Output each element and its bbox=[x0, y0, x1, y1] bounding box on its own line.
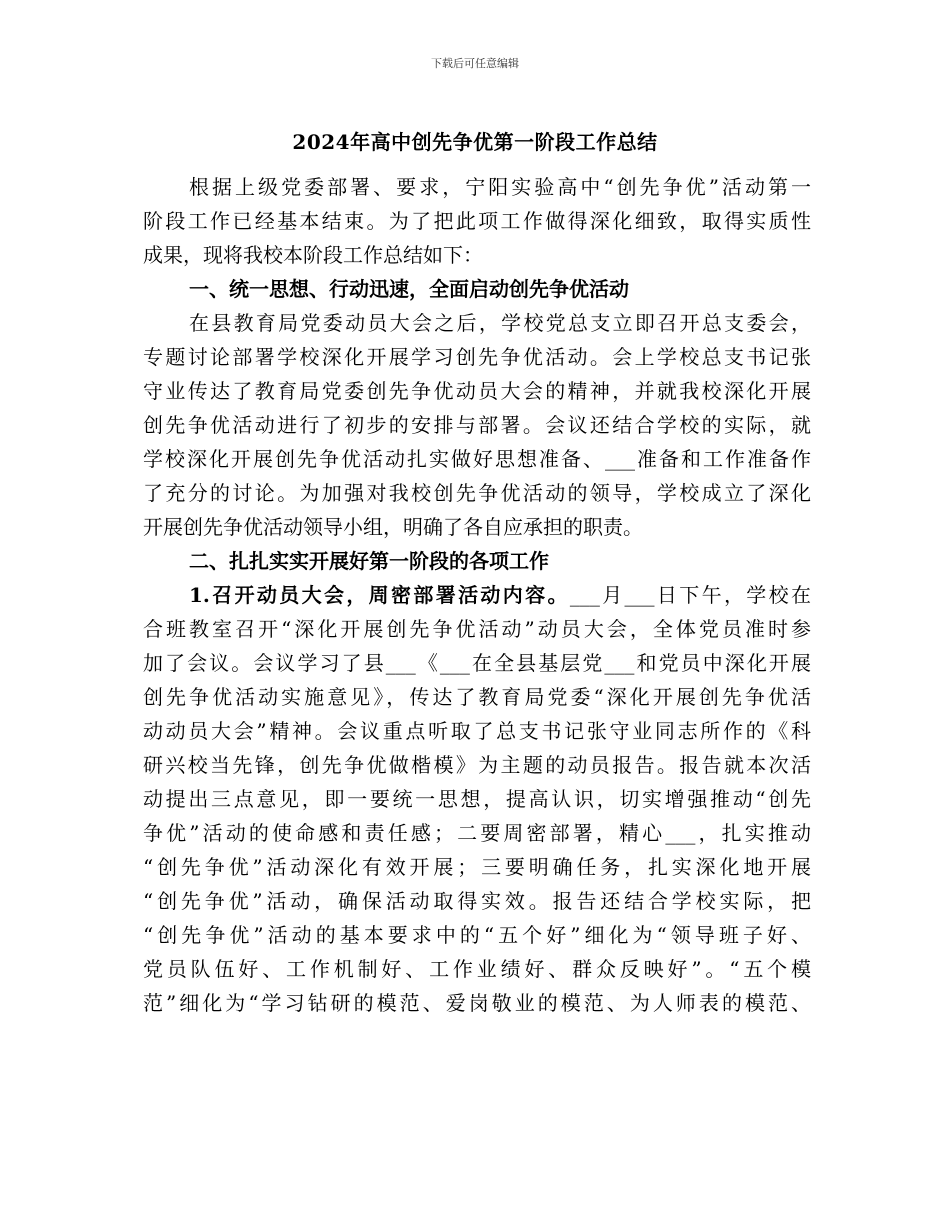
paragraph-3-line: 动动员大会”精神。会议重点听取了总支书记张守业同志所作的《科 bbox=[143, 719, 811, 743]
paragraph-3-line: 创先争优活动实施意见》，传达了教育局党委“深化开展创先争优活 bbox=[143, 685, 811, 709]
paragraph-3-line: 范”细化为“学习钻研的模范、爱岗敬业的模范、为人师表的模范、 bbox=[143, 991, 811, 1015]
document-body bbox=[143, 170, 811, 1020]
paragraph-1-line: 阶段工作已经基本结束。为了把此项工作做得深化细致，取得实质性 bbox=[143, 209, 811, 233]
paragraph-2-line: 开展创先争优活动领导小组，明确了各自应承担的职责。 bbox=[143, 515, 643, 539]
subsection-heading: 1.召开动员大会，周密部署活动内容。 bbox=[189, 583, 570, 607]
paragraph-3-line: 研兴校当先锋，创先争优做楷模》为主题的动员报告。报告就本次活 bbox=[143, 753, 811, 777]
paragraph-2-line: 创先争优活动进行了初步的安排与部署。会议还结合学校的实际，就 bbox=[143, 413, 811, 437]
document-title: 2024年高中创先争优第一阶段工作总结 bbox=[292, 130, 658, 154]
paragraph-3-line: “创先争优”活动，确保活动取得实效。报告还结合学校实际，把 bbox=[143, 889, 811, 913]
paragraph-3-line: 党员队伍好、工作机制好、工作业绩好、群众反映好”。“五个模 bbox=[143, 957, 811, 981]
paragraph-3-line: 加了会议。会议学习了县___《___在全县基层党___和党员中深化开展 bbox=[143, 651, 811, 675]
paragraph-2-line: 在县教育局党委动员大会之后，学校党总支立即召开总支委会， bbox=[189, 311, 811, 335]
paragraph-2-line: 守业传达了教育局党委创先争优动员大会的精神，并就我校深化开展 bbox=[143, 379, 811, 403]
paragraph-3-line: “创先争优”活动深化有效开展；三要明确任务，扎实深化地开展 bbox=[143, 855, 811, 879]
paragraph-3-first-text: ___月___日下午，学校在 bbox=[569, 583, 811, 607]
paragraph-2-line: 学校深化开展创先争优活动扎实做好思想准备、___准备和工作准备作 bbox=[143, 447, 811, 471]
paragraph-2-line: 专题讨论部署学校深化开展学习创先争优活动。会上学校总支书记张 bbox=[143, 345, 811, 369]
section-heading-2: 二、扎扎实实开展好第一阶段的各项工作 bbox=[189, 549, 549, 573]
section-heading-1: 一、统一思想、行动迅速，全面启动创先争优活动 bbox=[189, 277, 629, 301]
paragraph-3-line: “创先争优”活动的基本要求中的“五个好”细化为“领导班子好、 bbox=[143, 923, 811, 947]
paragraph-3-line: 合班教室召开“深化开展创先争优活动”动员大会，全体党员准时参 bbox=[143, 617, 811, 641]
paragraph-3-first-line bbox=[143, 578, 811, 612]
paragraph-1-line: 成果，现将我校本阶段工作总结如下： bbox=[143, 243, 483, 267]
paragraph-3-line: 动提出三点意见，即一要统一思想，提高认识，切实增强推动“创先 bbox=[143, 787, 811, 811]
paragraph-3-line: 争优”活动的使命感和责任感；二要周密部署，精心___，扎实推动 bbox=[143, 821, 811, 845]
header-note: 下载后可任意编辑 bbox=[431, 57, 519, 70]
paragraph-1-line: 根据上级党委部署、要求，宁阳实验高中“创先争优”活动第一 bbox=[189, 175, 811, 199]
paragraph-2-line: 了充分的讨论。为加强对我校创先争优活动的领导，学校成立了深化 bbox=[143, 481, 811, 505]
